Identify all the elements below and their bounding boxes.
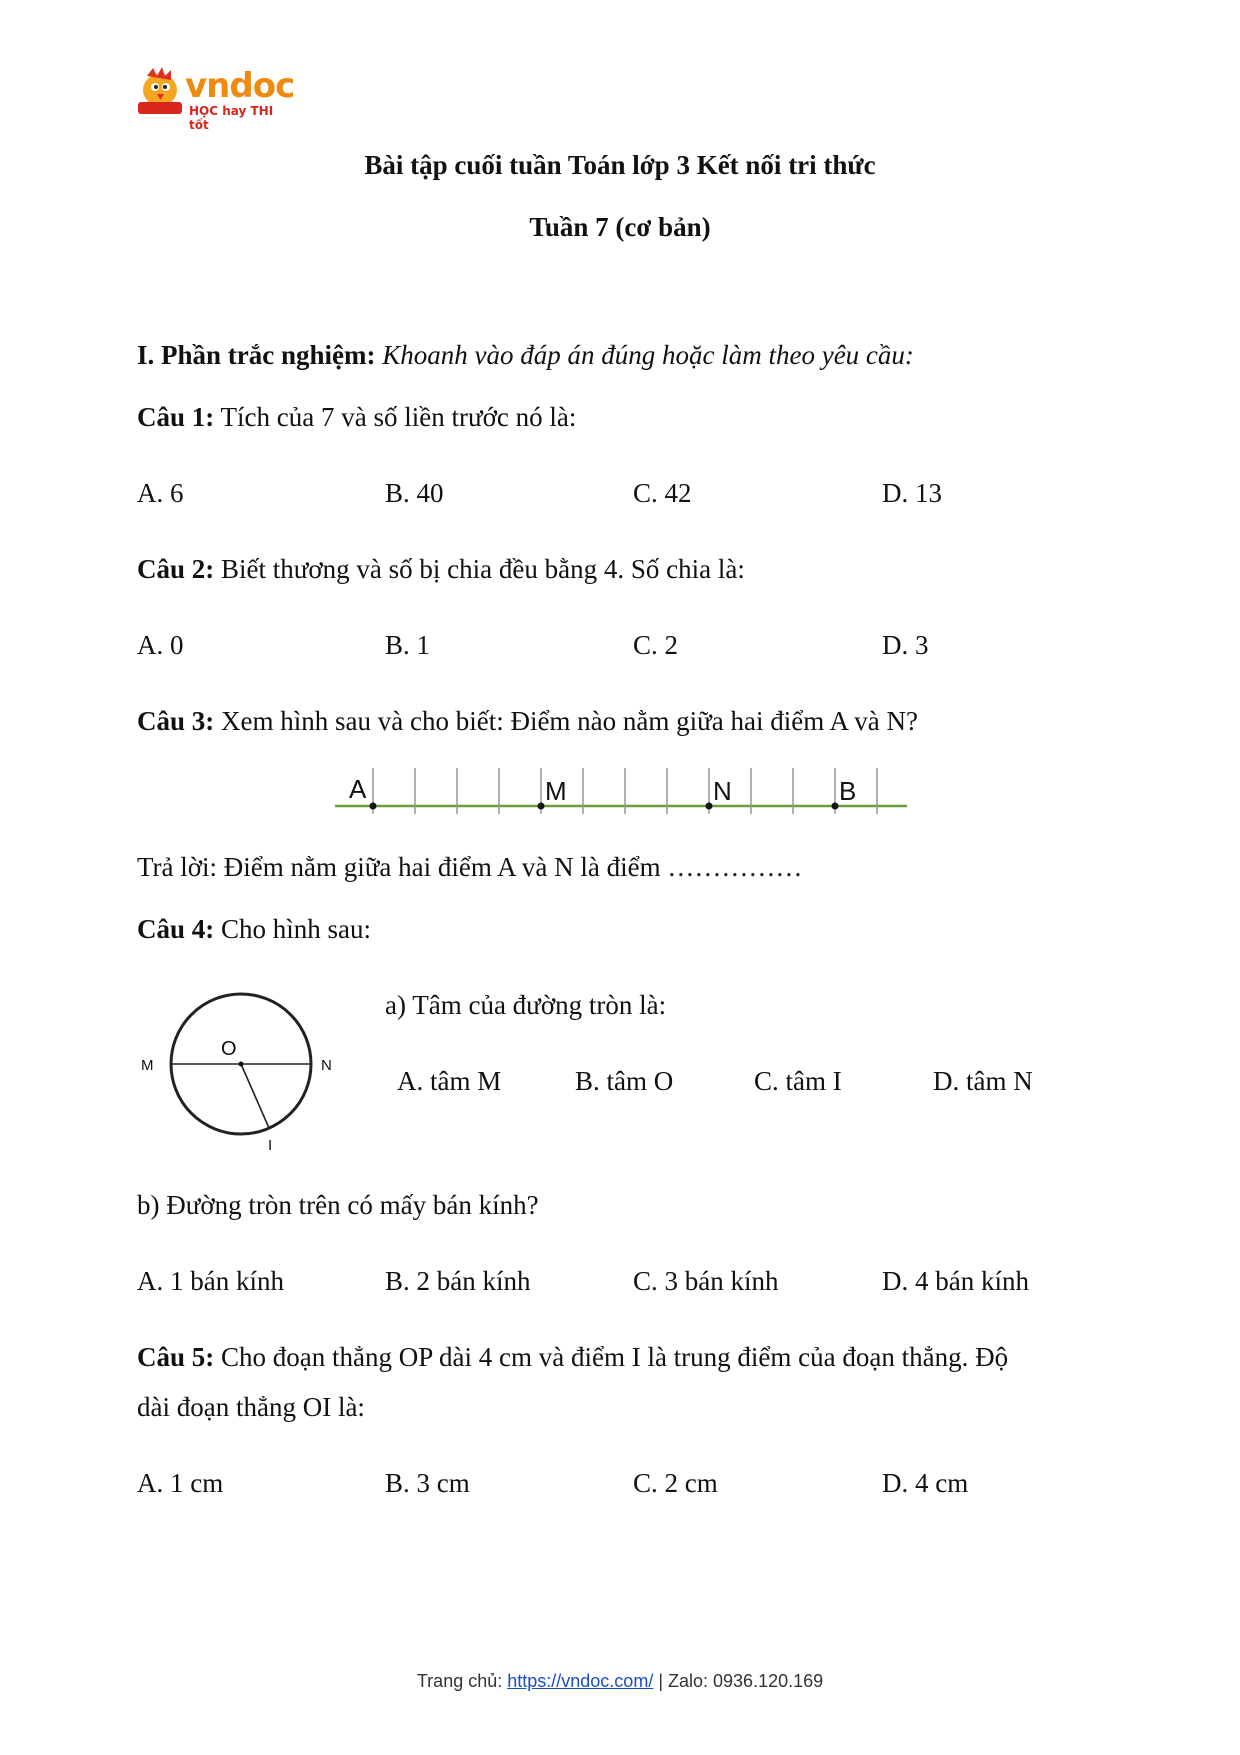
q1-option-c[interactable]: C. 42 <box>633 478 692 508</box>
page-title: Bài tập cuối tuần Toán lớp 3 Kết nối tri thức <box>364 150 876 180</box>
section-instruction: Khoanh vào đáp án đúng hoặc làm theo yêu cầu: <box>382 340 914 370</box>
logo <box>135 66 295 132</box>
q5-option-b[interactable]: B. 3 cm <box>385 1468 470 1498</box>
section-label: I. Phần trắc nghiệm: <box>137 340 376 370</box>
point-m-dot <box>538 803 545 810</box>
radius-oi <box>241 1064 269 1128</box>
q1-option-d[interactable]: D. 13 <box>882 478 942 508</box>
q4b-option-d[interactable]: D. 4 bán kính <box>882 1266 1029 1296</box>
point-b-dot <box>832 803 839 810</box>
q2-option-c[interactable]: C. 2 <box>633 630 679 660</box>
logo-slogan: HỌC hay THI tốt <box>189 104 274 132</box>
question-4-label: Câu 4: <box>137 914 215 944</box>
section-heading <box>137 340 914 371</box>
point-a-dot <box>370 803 377 810</box>
q2-option-d[interactable]: D. 3 <box>882 630 929 660</box>
question-4a-text: a) Tâm của đường tròn là: <box>385 990 667 1020</box>
bottom-point-label: I <box>268 1137 273 1154</box>
page-subtitle: Tuần 7 (cơ bản) <box>529 212 711 242</box>
q4a-option-b[interactable]: B. tâm O <box>575 1066 674 1096</box>
question-3 <box>137 706 918 737</box>
center-label: O <box>221 1038 237 1060</box>
question-3-label: Câu 3: <box>137 706 215 736</box>
logo-brand: vndoc <box>185 66 295 106</box>
question-5-text-cont: dài đoạn thẳng OI là: <box>137 1392 365 1422</box>
footer-link[interactable]: https://vndoc.com/ <box>507 1671 654 1691</box>
question-2-label: Câu 2: <box>137 554 215 584</box>
right-point-label: N <box>321 1057 332 1074</box>
point-m-label: M <box>545 776 567 806</box>
question-2-text: Biết thương và số bị chia đều bằng 4. Số chia là: <box>221 554 745 584</box>
question-4b-text: b) Đường tròn trên có mấy bán kính? <box>137 1190 539 1220</box>
circle-figure <box>133 984 353 1164</box>
q5-option-a[interactable]: A. 1 cm <box>137 1468 224 1498</box>
question-5-label: Câu 5: <box>137 1342 215 1372</box>
q4b-option-a[interactable]: A. 1 bán kính <box>137 1266 284 1296</box>
left-point-label: M <box>141 1057 154 1074</box>
point-b-label: B <box>839 776 857 806</box>
footer-prefix: Trang chủ: <box>416 1671 508 1691</box>
mascot-icon <box>135 66 185 118</box>
question-2 <box>137 554 745 585</box>
footer <box>0 1671 1240 1692</box>
q4a-option-a[interactable]: A. tâm M <box>397 1066 502 1096</box>
center-dot <box>239 1062 244 1067</box>
q2-option-a[interactable]: A. 0 <box>137 630 184 660</box>
question-5 <box>137 1342 1008 1373</box>
q5-option-d[interactable]: D. 4 cm <box>882 1468 969 1498</box>
q4b-option-b[interactable]: B. 2 bán kính <box>385 1266 531 1296</box>
q4a-option-c[interactable]: C. tâm I <box>754 1066 842 1096</box>
question-3-answer: Trả lời: Điểm nằm giữa hai điểm A và N là điểm …………… <box>137 852 803 882</box>
q5-option-c[interactable]: C. 2 cm <box>633 1468 718 1498</box>
q2-option-b[interactable]: B. 1 <box>385 630 431 660</box>
question-4-text: Cho hình sau: <box>221 914 372 944</box>
question-1-text: Tích của 7 và số liền trước nó là: <box>220 402 577 432</box>
point-n-label: N <box>713 776 732 806</box>
point-a-label: A <box>349 774 367 804</box>
question-5-text: Cho đoạn thẳng OP dài 4 cm và điểm I là trung điểm của đoạn thẳng. Độ <box>221 1342 1009 1372</box>
q1-option-b[interactable]: B. 40 <box>385 478 444 508</box>
question-1 <box>137 402 576 433</box>
footer-contact: | Zalo: 0936.120.169 <box>653 1671 824 1691</box>
number-line-figure <box>333 762 913 822</box>
q1-option-a[interactable]: A. 6 <box>137 478 184 508</box>
question-4 <box>137 914 371 945</box>
question-3-text: Xem hình sau và cho biết: Điểm nào nằm giữa hai điểm A và N? <box>221 706 918 736</box>
q4a-option-d[interactable]: D. tâm N <box>933 1066 1033 1096</box>
q4b-option-c[interactable]: C. 3 bán kính <box>633 1266 779 1296</box>
question-1-label: Câu 1: <box>137 402 215 432</box>
point-n-dot <box>706 803 713 810</box>
